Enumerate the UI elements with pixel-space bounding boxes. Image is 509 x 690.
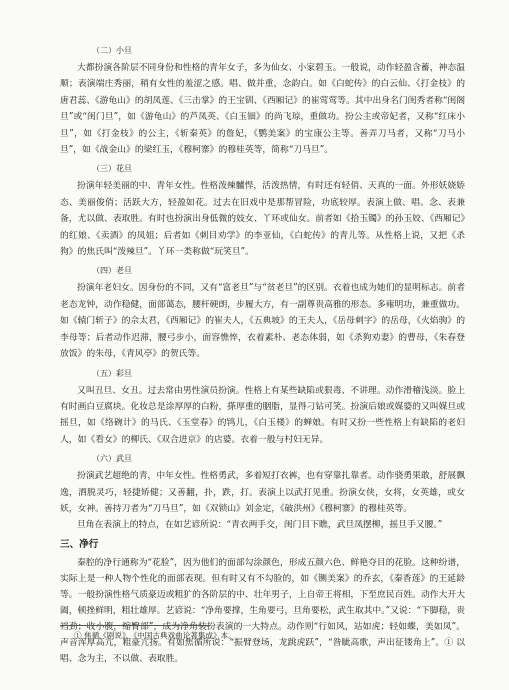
section-heading-laodan: （四）老旦 xyxy=(92,266,132,276)
footnote-divider xyxy=(60,625,210,626)
paragraph-caidan: 又叫丑旦、女丑。过去常由男性演员扮演。性格上有某些缺陷或狠毒、不讲理。动作滑稽浅淡。脸上有时画白豆腐块。化妆总是涂厚厚的白粉，搽厚重的胭脂，显得刁钻可笑。扮演后娘或媒婆的又叫媒旦或摇旦，如《络碗计》的马氏、《玉堂春》的鸨儿，《白玉楼》的蝉娘。有时又扮一些性格上有缺陷的老妇人，如《看女》的柳氏、《双合进京》的店婆。衣着一般与村妇无异。 xyxy=(60,385,465,445)
section-heading-jinghang: 三、净行 xyxy=(60,538,99,550)
section-heading-huadan: （三）花旦 xyxy=(92,164,132,174)
paragraph-wudan: 扮演武艺超绝的青，中年女性。性格勇武，多着短打衣裤，也有穿靠扎靠者。动作骁勇果敢，舒展飘逸，洒脱灵巧，轻捷矫健；又善翻，扑，跌，打。表演上以武打见重。扮演女侠，女将，女英雄，或女妖，女神。善持刀者为“刀马旦”，如《双锁山》刘金定，《破洪州》《穆柯寨》的穆桂英等。 xyxy=(60,471,465,514)
paragraph-dan-summary: 旦角在表演上的特点，在如艺谚所说：“青衣两手交，闺门目下瞧，武旦凤摆柳，摇旦手又腰。” xyxy=(77,520,443,531)
section-heading-wudan: （六）武旦 xyxy=(92,454,132,464)
paragraph-xiaodan: 大都扮演各阶层不同身份和性格的青年女子，多为仙女、小家碧玉。一般说，动作轻盈含蓄，神态温顺；表演端庄秀丽，稍有女性的羞涩之感。唱、做并重，念韵白。如《白蛇传》的白云仙、《打金枝》的唐君蕊、《游龟山》的胡凤莲、《三击掌》的王宝钏、《西厢记》的崔莺莺等。其中出身名门闺秀者称“闺阁旦”或“闺门旦”，如《游龟山》的芦凤英、《白玉钿》的尚飞琼，重做功。扮公主或帝妃者，又称“红床小旦”，如《打金枝》的公主，《斩秦英》的詹妃，《鹦美案》的宝康公主等。善弄刀马者，又称“刀马小旦”，如《战金山》的梁红玉，《穆柯寨》的穆桂英等，简称“刀马旦”。 xyxy=(60,63,465,156)
footnote: ① 焦循《剧说》，《中国古典戏曲论著集成》本。 xyxy=(74,631,236,640)
main-text xyxy=(60,42,465,667)
paragraph-huadan: 扮演年轻美丽的中、青年女性。性格泼辣髗悍，活泼热情，有时还有轻俏、天真的一面。外形妖娆娇态、美丽俊俏；活跃大方，轻盈如花。过去在旧戏中是那帮冒险，功底较厚。表演上做、唱、念、表兼备，尤以做、表取胜。有时也扮演出身低微的妓女、丫环或仙女。前者如《拾玉镯》的孙玉姣、《西厢记》的红娘、《卖酒》的凤姐；后者如《刺目劝学》的李亚仙，《白蛇传》的青儿等。从性格上说，又把《杀狗》的焦氏叫“泼辣旦”。丫环一类称做“玩笑旦”。 xyxy=(60,181,465,258)
paragraph-jinghang: 秦腔的净行通称为“花脸”，因为他们的面部勾涂颜色，形成五颜六色、鲜艳夺目的花脸。这种纷谱，实际上是一种人物个性化的面部表现。但有时又有不勾脸的，如《铡美案》的乔玄，《秦香莲》的王延龄等。一般扮演性格气质豪迈或粗犷的各阶层的中、壮年男子，上自帝王将相，下至庶民百姓。动作大开大阖，顿挫鲜明，粗壮雄厚。艺谚说：“净角要撑，生角要弓，旦角要松，武生取其中。”又说：“下脚稳，贵裆劲；收小腹，缩臀部”，成为净角装扮表演的一大特点。动作则“行如风，站如虎；轻如蝶，美如凤”。声音浑厚高亢，粗豪亢扬。有如焦循所说：“振臂登场，龙跳虎跃”，“昝眦高歌，声出征镂角上”。① 以唱、念为主，不以做、表取胜。 xyxy=(60,557,465,665)
section-heading-xiaodan: （二）小旦 xyxy=(92,46,132,55)
section-heading-caidan: （五）彩旦 xyxy=(92,368,132,378)
paragraph-laodan: 扮演年老妇女。因身份的不同，又有“富老旦”与“贫老旦”的区别。衣着也成为她们的显明标志。前者老态龙钟，动作稳健，面部蔼态，腰杆硬朗，步履大方，有一副尊贵高雅的形态。多雍明功，兼重做功。如《辕门斩子》的佘太君，《西厢记》的崔夫人，《五典坡》的王夫人，《岳母刺字》的岳母，《火焰驹》的李母等；后者动作迟滞，腰弓步小，面容憔悴，衣着素朴、老态体弱，如《杀狗劝妻》的曹母，《朱春登放饭》的朱母，《青风亭》的贺氏等。 xyxy=(60,283,465,360)
